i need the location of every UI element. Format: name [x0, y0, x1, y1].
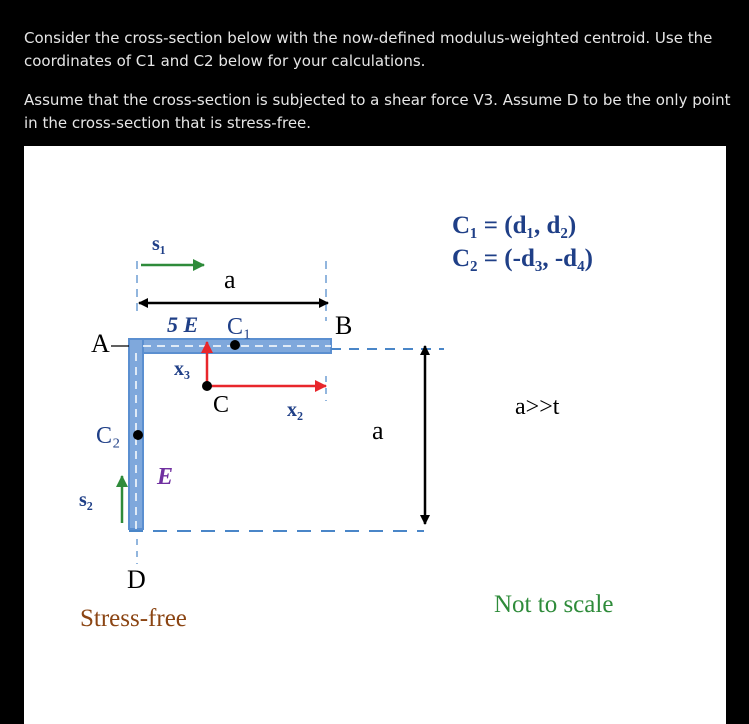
cross-section-diagram [24, 146, 726, 724]
a-gg-t-label: a>>t [515, 394, 560, 420]
c-label: C [213, 392, 230, 418]
b-label: B [335, 311, 353, 340]
a-point-label: A [91, 329, 110, 358]
stress-free-label: Stress-free [80, 605, 187, 632]
s1-label: s₁ [152, 233, 166, 255]
c1-point [230, 340, 240, 350]
c-point [202, 381, 212, 391]
a-right-label: a [372, 416, 384, 445]
5e-label: 5 E [167, 312, 199, 337]
c2-label: C₂ [96, 423, 121, 449]
c2-point [133, 430, 143, 440]
c1-label: C₁ [227, 314, 252, 340]
prompt-paragraph-1: Consider the cross-section below with the now-defined modulus-weighted centroid. Use the coordinates of C1 and C2 below for your calculations. [24, 29, 713, 70]
c1-coords-label: C₁ = (d₁, d₂) [452, 212, 577, 239]
prompt-paragraph-2: Assume that the cross-section is subjected to a shear force V3. Assume D to be the only point in the cross-section that is stress-free. [24, 91, 731, 132]
not-to-scale-label: Not to scale [494, 591, 614, 618]
d-label: D [127, 565, 146, 594]
s2-label: s₂ [79, 489, 93, 511]
x2-label: x₂ [287, 399, 303, 421]
cross-section-figure [24, 146, 726, 724]
a-top-label: a [224, 265, 236, 294]
x3-label: x₃ [174, 358, 190, 380]
c2-coords-label: C₂ = (-d₃, -d₄) [452, 245, 593, 272]
e-label: E [157, 464, 174, 490]
